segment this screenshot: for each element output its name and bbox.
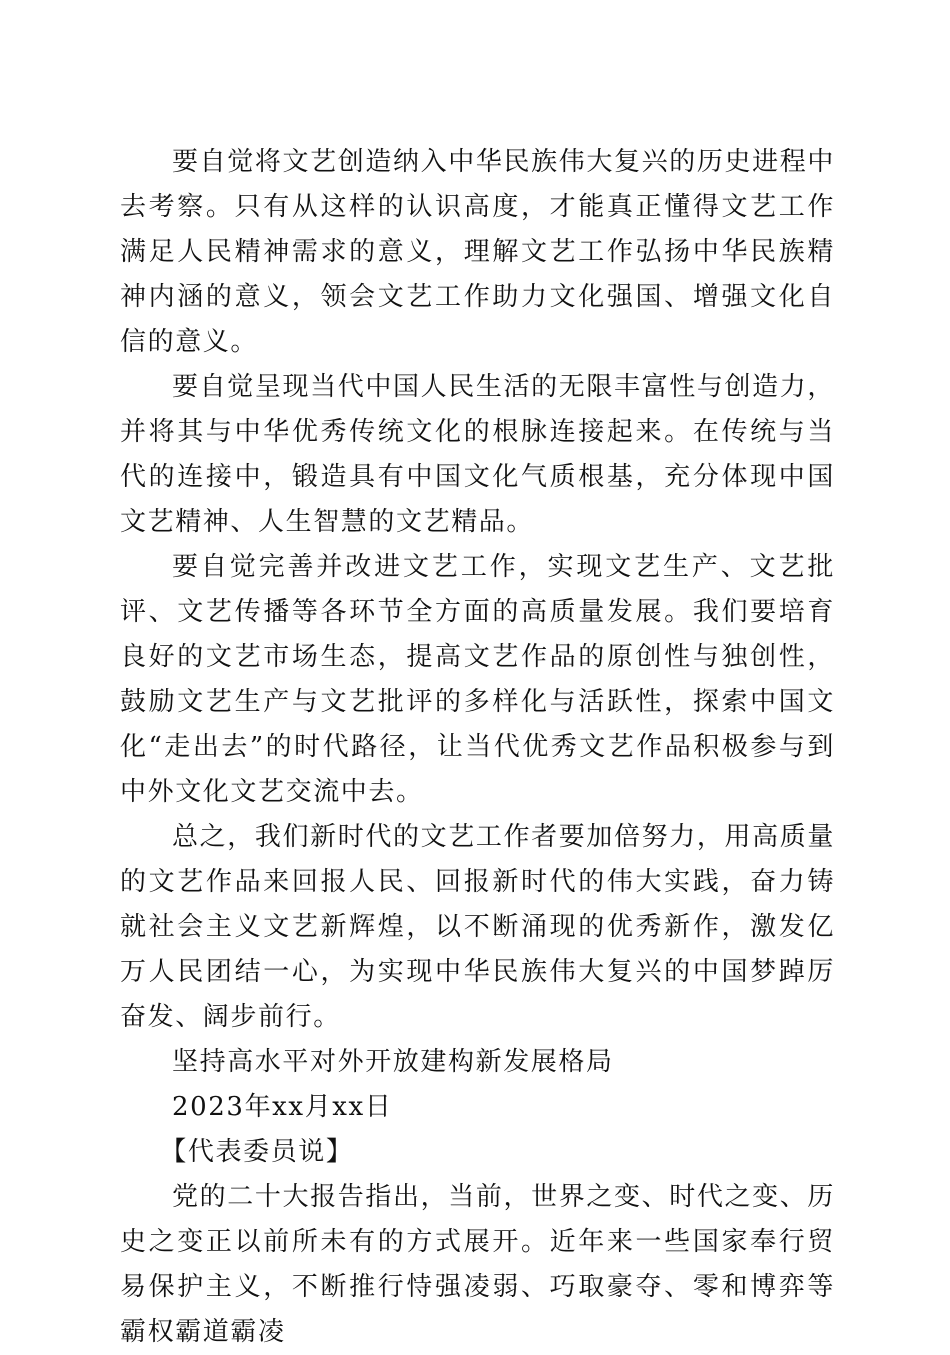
article-title: 坚持高水平对外开放建构新发展格局 <box>172 1047 614 1077</box>
paragraph-5: 党的二十大报告指出，当前，世界之变、时代之变、历史之变正以前所未有的方式展开。近年来一些国家奉行贸易保护主义，不断推行恃强凌弱、巧取豪夺、零和博弈等霸权霸道霸凌 <box>120 1182 835 1347</box>
paragraph-3: 要自觉完善并改进文艺工作，实现文艺生产、文艺批评、文艺传播等各环节全方面的高质量发展。我们要培育良好的文艺市场生态，提高文艺作品的原创性与独创性，鼓励文艺生产与文艺批评的多样化与活跃性，探索中国文化“走出去”的时代路径，让当代优秀文艺作品积极参与到中外文化文艺交流中去。 <box>120 552 835 807</box>
paragraph-1: 要自觉将文艺创造纳入中华民族伟大复兴的历史进程中去考察。只有从这样的认识高度，才能真正懂得文艺工作满足人民精神需求的意义，理解文艺工作弘扬中华民族精神内涵的意义，领会文艺工作助力文化强国、增强文化自信的意义。 <box>120 147 835 357</box>
article-date: 2023年xx月xx日 <box>172 1092 393 1122</box>
paragraph-2: 要自觉呈现当代中国人民生活的无限丰富性与创造力，并将其与中华优秀传统文化的根脉连接起来。在传统与当代的连接中，锻造具有中国文化气质根基，充分体现中国文艺精神、人生智慧的文艺精品。 <box>120 372 835 537</box>
section-tag: 【代表委员说】 <box>160 1137 354 1167</box>
paragraph-4: 总之，我们新时代的文艺工作者要加倍努力，用高质量的文艺作品来回报人民、回报新时代的伟大实践，奋力铸就社会主义文艺新辉煌，以不断涌现的优秀新作，激发亿万人民团结一心，为实现中华民族伟大复兴的中国梦踔厉奋发、阔步前行。 <box>120 822 835 1032</box>
document-body <box>120 140 835 1355</box>
